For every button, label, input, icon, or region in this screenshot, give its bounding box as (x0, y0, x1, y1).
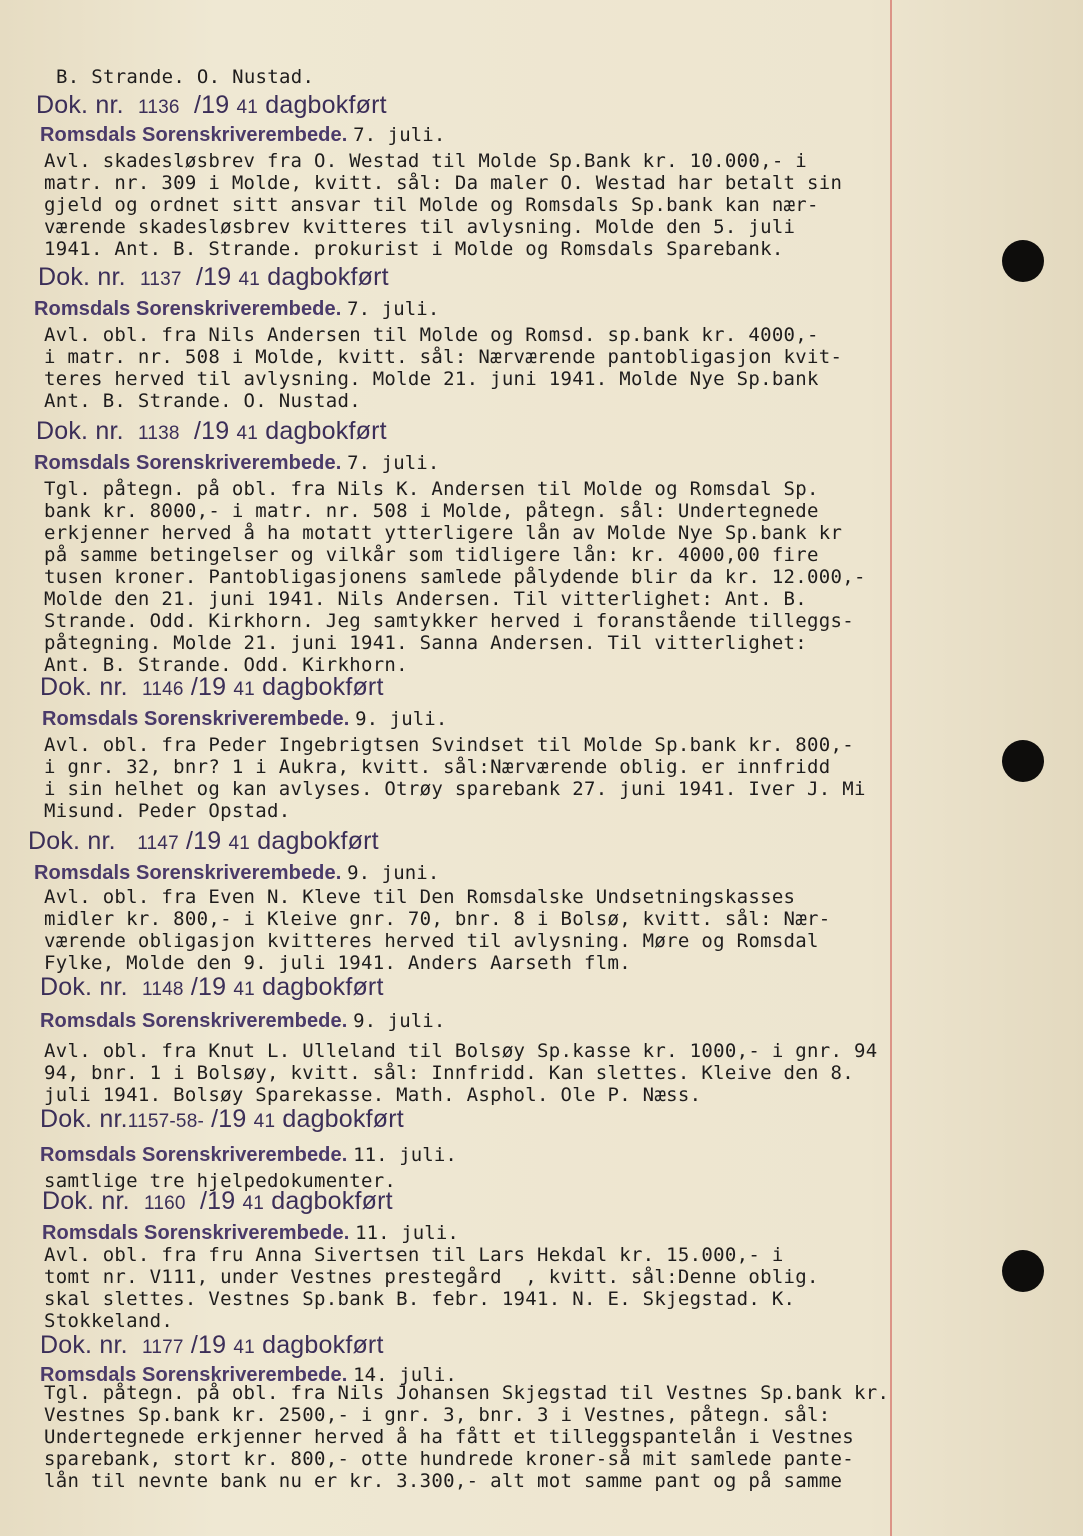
entry-line: lån til nevnte bank nu er kr. 3.300,- alt mot samme pant og på samme (44, 1470, 843, 1492)
office-stamp (34, 860, 439, 886)
entry-line: Molde den 21. juni 1941. Nils Andersen. Til vitterlighet: Ant. B. (44, 588, 808, 610)
dagbokfort-stamp: dagbokført (257, 827, 379, 855)
dok-number: 1147 (137, 833, 179, 854)
entry-line: midler kr. 800,- i Kleive gnr. 70, bnr. 8 i Bolsø, kvitt. sål: Nær- (44, 908, 831, 930)
entry-line: Avl. skadesløsbrev fra O. Westad til Molde Sp.Bank kr. 10.000,- i (44, 150, 808, 172)
dok-label: Dok. nr. (38, 263, 126, 291)
dok-year-prefix: /19 (190, 973, 227, 1001)
entry-line: teres herved til avlysning. Molde 21. juni 1941. Molde Nye Sp.bank (44, 368, 819, 390)
dok-year-suffix: 41 (228, 833, 251, 854)
dok-year-suffix: 41 (233, 679, 255, 700)
dok-year-prefix: /19 (200, 1187, 236, 1215)
entry-line: Undertegnede erkjenner herved å ha fått et tilleggspantelån i Vestnes (44, 1426, 854, 1448)
dok-number: 1146 (142, 679, 184, 700)
office-name: Romsdals Sorenskriverembede. (40, 1010, 348, 1032)
dok-label: Dok. nr. (36, 91, 124, 119)
dok-number: 1160 (144, 1193, 186, 1214)
entry-line: gjeld og ordnet sitt ansvar til Molde og Romsdals Sp.bank kan nær- (44, 194, 819, 216)
entry-date: 11. juli. (353, 1144, 457, 1166)
dok-stamp (38, 262, 389, 292)
dok-stamp (36, 90, 387, 120)
dok-label: Dok. nr. (28, 827, 116, 855)
entry-line: på samme betingelser og vilkår som tidligere lån: kr. 4000,00 fire (44, 544, 819, 566)
office-stamp (42, 706, 447, 732)
dok-label: Dok. nr. (40, 1105, 128, 1133)
office-name: Romsdals Sorenskriverembede. (34, 862, 342, 884)
entry-line: Ant. B. Strande. O. Nustad. (44, 390, 361, 412)
dok-year-prefix: /19 (194, 91, 230, 119)
entry-line: værende skadesløsbrev kvitteres til avlysning. Molde den 5. juli (44, 216, 796, 238)
dok-year-suffix: 41 (233, 1337, 255, 1358)
entry-line: Strande. Odd. Kirkhorn. Jeg samtykker herved i foranstående tilleggs- (44, 610, 854, 632)
office-name: Romsdals Sorenskriverembede. (34, 298, 342, 320)
entry-line: værende obligasjon kvitteres herved til avlysning. Møre og Romsdal (44, 930, 819, 952)
dagbokfort-stamp: dagbokført (262, 1331, 384, 1359)
dagbokfort-stamp: dagbokført (262, 673, 384, 701)
office-name: Romsdals Sorenskriverembede. (40, 1364, 348, 1386)
office-name: Romsdals Sorenskriverembede. (42, 708, 350, 730)
dagbokfort-stamp: dagbokført (267, 263, 389, 291)
dagbokfort-stamp: dagbokført (282, 1105, 404, 1133)
dok-stamp (28, 826, 379, 856)
dok-stamp (40, 1104, 404, 1134)
dok-year-prefix: /19 (186, 827, 222, 855)
entry-line: Vestnes Sp.bank kr. 2500,- i gnr. 3, bnr. 3 i Vestnes, påtegn. sål: (44, 1404, 831, 1426)
office-stamp (40, 122, 445, 148)
dok-number: 1157-58- (127, 1111, 204, 1132)
dagbokfort-stamp: dagbokført (271, 1187, 393, 1215)
entry-line: samtlige tre hjelpedokumenter. (44, 1170, 397, 1192)
dok-number: 1148 (142, 979, 184, 1000)
dok-label: Dok. nr. (40, 673, 128, 701)
entry-line: i matr. nr. 508 i Molde, kvitt. sål: Nærværende pantobligasjon kvit- (44, 346, 843, 368)
dok-year-prefix: /19 (190, 673, 227, 701)
entry-line: erkjenner herved å ha motatt ytterligere lån av Molde Nye Sp.bank kr (44, 522, 843, 544)
dagbokfort-stamp: dagbokført (265, 417, 387, 445)
dagbokfort-stamp: dagbokført (265, 91, 387, 119)
entry-line: i gnr. 32, bnr? 1 i Aukra, kvitt. sål:Nærværende oblig. er innfridd (44, 756, 831, 778)
office-name: Romsdals Sorenskriverembede. (34, 452, 342, 474)
entry-line: Misund. Peder Opstad. (44, 800, 291, 822)
punch-hole (1002, 740, 1044, 782)
entry-date: 11. juli. (355, 1222, 459, 1244)
entry-date: 9. juni. (347, 862, 440, 884)
office-name: Romsdals Sorenskriverembede. (42, 1222, 350, 1244)
entry-line: Avl. obl. fra Peder Ingebrigtsen Svindset til Molde Sp.bank kr. 800,- (44, 734, 854, 756)
office-stamp (40, 1008, 445, 1034)
dok-stamp (40, 972, 384, 1002)
dok-label: Dok. nr. (42, 1187, 130, 1215)
entry-line: bank kr. 8000,- i matr. nr. 508 i Molde, påtegn. sål: Undertegnede (44, 500, 819, 522)
dok-number: 1136 (138, 97, 180, 118)
dok-year-suffix: 41 (236, 423, 259, 444)
entry-line: Ant. B. Strande. Odd. Kirkhorn. (44, 654, 408, 676)
header-line: B. Strande. O. Nustad. (56, 66, 315, 88)
office-stamp (34, 296, 439, 322)
dok-label: Dok. nr. (36, 417, 124, 445)
office-stamp (34, 450, 439, 476)
entry-line: påtegning. Molde 21. juni 1941. Sanna Andersen. Til vitterlighet: (44, 632, 808, 654)
entry-line: Avl. obl. fra Even N. Kleve til Den Romsdalske Undsetningskasses (44, 886, 796, 908)
entry-line: skal slettes. Vestnes Sp.bank B. febr. 1941. N. E. Skjegstad. K. (44, 1288, 796, 1310)
office-stamp (42, 1220, 459, 1246)
entry-line: matr. nr. 309 i Molde, kvitt. sål: Da maler O. Westad har betalt sin (44, 172, 843, 194)
dok-year-prefix: /19 (194, 417, 230, 445)
entry-line: Tgl. påtegn. på obl. fra Nils Johansen Skjegstad til Vestnes Sp.bank kr. (44, 1382, 890, 1404)
entry-line: juli 1941. Bolsøy Sparekasse. Math. Asphol. Ole P. Næss. (44, 1084, 702, 1106)
dok-year-suffix: 41 (233, 979, 255, 1000)
entry-line: Tgl. påtegn. på obl. fra Nils K. Andersen til Molde og Romsdal Sp. (44, 478, 819, 500)
entry-line: Stokkeland. (44, 1310, 174, 1332)
dok-label: Dok. nr. (40, 1331, 128, 1359)
entry-line: 1941. Ant. B. Strande. prokurist i Molde og Romsdals Sparebank. (44, 238, 784, 260)
entry-date: 7. juli. (347, 452, 440, 474)
dok-year-prefix: /19 (196, 263, 232, 291)
entry-line: i sin helhet og kan avlyses. Otrøy sparebank 27. juni 1941. Iver J. Mi (44, 778, 866, 800)
entry-line: Avl. obl. fra fru Anna Sivertsen til Lars Hekdal kr. 15.000,- i (44, 1244, 784, 1266)
dok-number: 1177 (142, 1337, 184, 1358)
dok-stamp (40, 1330, 384, 1360)
dok-year-prefix: /19 (211, 1105, 247, 1133)
entry-line: Avl. obl. fra Nils Andersen til Molde og Romsd. sp.bank kr. 4000,- (44, 324, 819, 346)
entry-line: Avl. obl. fra Knut L. Ulleland til Bolsøy Sp.kasse kr. 1000,- i gnr. 94 (44, 1040, 878, 1062)
entry-line: tusen kroner. Pantobligasjonens samlede pålydende blir da kr. 12.000,- (44, 566, 866, 588)
entry-date: 9. juli. (353, 1010, 446, 1032)
office-name: Romsdals Sorenskriverembede. (40, 1144, 348, 1166)
entry-date: 9. juli. (355, 708, 448, 730)
entry-date: 7. juli. (353, 124, 446, 146)
dok-stamp (40, 672, 384, 702)
dok-label: Dok. nr. (40, 973, 128, 1001)
entry-line: Fylke, Molde den 9. juli 1941. Anders Aarseth flm. (44, 952, 631, 974)
dok-year-suffix: 41 (242, 1193, 265, 1214)
dok-year-suffix: 41 (238, 269, 261, 290)
entry-line: sparebank, stort kr. 800,- otte hundrede kroner-så mit samlede pante- (44, 1448, 854, 1470)
dok-stamp (42, 1186, 393, 1216)
dok-number: 1138 (138, 423, 180, 444)
entry-date: 14. juli. (353, 1364, 457, 1386)
dok-stamp (36, 416, 387, 446)
entry-date: 7. juli. (347, 298, 440, 320)
punch-hole (1002, 240, 1044, 282)
dok-year-suffix: 41 (253, 1111, 276, 1132)
dok-year-prefix: /19 (190, 1331, 227, 1359)
office-name: Romsdals Sorenskriverembede. (40, 124, 348, 146)
dagbokfort-stamp: dagbokført (262, 973, 384, 1001)
entry-line: 94, bnr. 1 i Bolsøy, kvitt. sål: Innfridd. Kan slettes. Kleive den 8. (44, 1062, 854, 1084)
punch-hole (1002, 1250, 1044, 1292)
entry-line: tomt nr. V111, under Vestnes prestegård , kvitt. sål:Denne oblig. (44, 1266, 819, 1288)
dok-number: 1137 (140, 269, 182, 290)
dok-year-suffix: 41 (236, 97, 259, 118)
office-stamp (40, 1142, 457, 1168)
